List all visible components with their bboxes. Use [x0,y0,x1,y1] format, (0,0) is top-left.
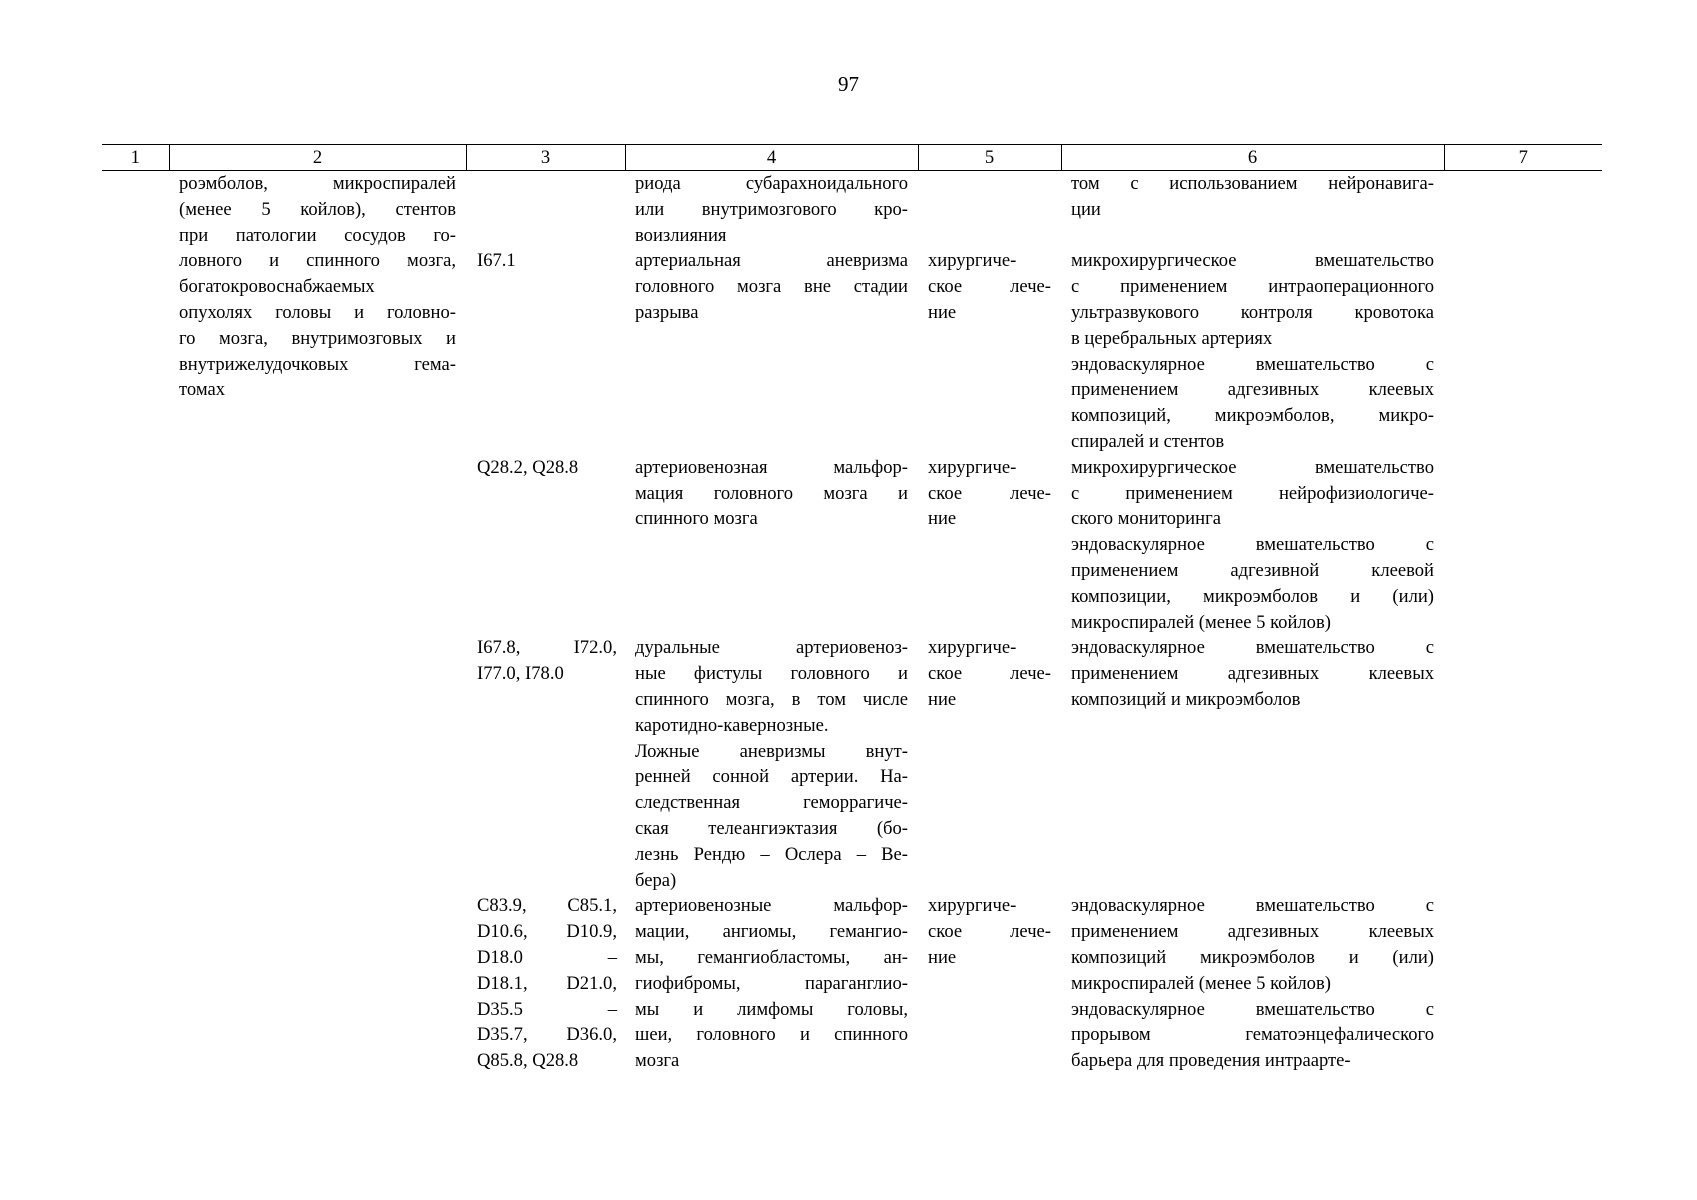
method-cell [1061,635,1444,893]
treatment-type-line: ние [928,946,957,968]
treatment-type-cell [918,893,1061,1074]
condition-cell [625,455,918,636]
column-header-4: 4 [625,145,918,171]
method-line: спиралей и стентов [1071,430,1225,452]
care-type-line: (менее 5 койлов), стентов [179,198,456,220]
care-type-line: при патологии сосудов го- [179,224,456,246]
care-type-line: богатокровоснабжаемых [179,276,375,298]
care-type-cell [169,171,466,1074]
column-header-1: 1 [102,145,169,171]
condition-line: Ложные аневризмы внут- [635,740,908,762]
treatment-type-cell [918,171,1061,249]
icd-code-line: D35.7, D36.0, [477,1024,617,1046]
column-header-6: 6 [1061,145,1444,171]
treatment-type-line: ние [928,508,957,530]
condition-line: артериовенозная мальфор- [635,456,908,478]
care-type-line: томах [179,379,226,401]
icd-codes-cell [466,455,625,636]
method-line: эндоваскулярное вмешательство с [1071,534,1434,556]
care-type-line: роэмболов, микроспиралей [179,173,456,194]
treatment-type-line: ние [928,301,957,323]
method-line: применением адгезивных клеевых [1071,663,1434,685]
method-line: микроспиралей (менее 5 койлов) [1071,972,1331,994]
method-paragraph [1071,893,1434,996]
treatment-type-line: хирургиче- [928,637,1017,659]
column-7-cell [1444,171,1602,1074]
treatment-type-line: ское лече- [928,276,1051,298]
method-paragraph [1071,997,1434,1074]
condition-line: шеи, головного и спинного [635,1024,908,1046]
method-line: ского мониторинга [1071,508,1221,530]
medical-care-table [102,144,1602,1074]
method-line: эндоваскулярное вмешательство с [1071,895,1434,917]
condition-line: бера) [635,869,677,891]
icd-codes-cell [466,893,625,1074]
condition-line: мы, гемангиобластомы, ан- [635,946,908,968]
method-line: композиции, микроэмболов и (или) [1071,585,1434,607]
method-line: том с использованием нейронавига- [1071,173,1434,194]
method-paragraph [1071,352,1434,455]
care-type-line: ловного и спинного мозга, [179,250,456,272]
method-paragraph [1071,248,1434,351]
condition-line: артериовенозные мальфор- [635,895,908,917]
method-line: эндоваскулярное вмешательство с [1071,637,1434,659]
condition-cell [625,893,918,1074]
icd-code-line: Q28.2, Q28.8 [477,456,579,478]
method-line: эндоваскулярное вмешательство с [1071,353,1434,375]
condition-cell [625,171,918,249]
condition-line: спинного мозга [635,508,758,530]
condition-cell [625,248,918,454]
method-line: микрохирургическое вмешательство [1071,456,1434,478]
method-cell [1061,455,1444,636]
method-line: прорывом гематоэнцефалического [1071,1024,1434,1046]
method-line: композиций микроэмболов и (или) [1071,946,1434,968]
condition-line: мации, ангиомы, гемангио- [635,921,908,943]
column-header-5: 5 [918,145,1061,171]
icd-code-line: D18.0 – [477,946,617,968]
condition-line: разрыва [635,301,699,323]
treatment-type-line: хирургиче- [928,456,1017,478]
column-1-cell [102,171,169,1074]
condition-line: артериальная аневризма [635,250,908,272]
table-row [102,171,1602,249]
icd-code-line: C83.9, C85.1, [477,895,617,917]
treatment-type-line: ское лече- [928,482,1051,504]
condition-line: мация головного мозга и [635,482,908,504]
icd-code-line: D35.5 – [477,998,617,1020]
method-paragraph [1071,635,1434,712]
icd-code-line: I67.8, I72.0, [477,637,617,659]
icd-code-line: D18.1, D21.0, [477,972,617,994]
icd-codes-cell [466,635,625,893]
method-line: композиций, микроэмболов, микро- [1071,405,1434,427]
condition-line: мы и лимфомы головы, [635,998,908,1020]
condition-line: дуральные артериовеноз- [635,637,908,659]
method-line: барьера для проведения интраарте- [1071,1050,1351,1072]
condition-line: каротидно-кавернозные. [635,714,829,736]
treatment-type-line: ние [928,688,957,710]
icd-codes-cell [466,171,625,249]
condition-line: гиофибромы, параганглио- [635,972,908,994]
method-line: в церебральных артериях [1071,327,1273,349]
condition-line: риода субарахноидального [635,173,908,194]
method-paragraph [1071,455,1434,532]
condition-cell [625,635,918,893]
method-cell [1061,171,1444,249]
care-type-line: опухолях головы и головно- [179,301,456,323]
care-type-line: внутрижелудочковых гема- [179,353,456,375]
method-line: ции [1071,198,1101,220]
condition-line: мозга [635,1050,680,1072]
column-header-2: 2 [169,145,466,171]
method-line: композиций и микроэмболов [1071,688,1301,710]
icd-code-line: Q85.8, Q28.8 [477,1050,579,1072]
column-header-3: 3 [466,145,625,171]
icd-code-line: I67.1 [477,250,516,272]
condition-line: лезнь Рендю – Ослера – Ве- [635,843,908,865]
condition-line: или внутримозгового кро- [635,198,908,220]
icd-codes-cell [466,248,625,454]
method-line: с применением интраоперационного [1071,276,1434,298]
treatment-type-line: ское лече- [928,921,1051,943]
method-line: микрохирургическое вмешательство [1071,250,1434,272]
condition-line: ные фистулы головного и [635,663,908,685]
column-header-7: 7 [1444,145,1602,171]
method-line: эндоваскулярное вмешательство с [1071,998,1434,1020]
condition-line: следственная геморрагиче- [635,792,908,814]
method-line: применением адгезивной клеевой [1071,559,1434,581]
method-line: микроспиралей (менее 5 койлов) [1071,611,1331,633]
condition-line: ренней сонной артерии. На- [635,766,908,788]
method-line: применением адгезивных клеевых [1071,921,1434,943]
method-paragraph [1071,532,1434,635]
method-line: с применением нейрофизиологиче- [1071,482,1434,504]
condition-line: ская телеангиэктазия (бо- [635,817,908,839]
icd-code-line: I77.0, I78.0 [477,663,564,685]
treatment-type-line: хирургиче- [928,895,1017,917]
method-cell [1061,893,1444,1074]
column-number-header-row [102,145,1602,171]
condition-line: спинного мозга, в том числе [635,688,908,710]
page-number: 97 [838,72,859,96]
method-paragraph [1071,171,1434,223]
treatment-type-cell [918,248,1061,454]
condition-line: воизлияния [635,224,727,246]
method-cell [1061,248,1444,454]
treatment-type-cell [918,455,1061,636]
icd-code-line: D10.6, D10.9, [477,921,617,943]
care-type-line: го мозга, внутримозговых и [179,327,456,349]
treatment-type-line: хирургиче- [928,250,1017,272]
method-line: применением адгезивных клеевых [1071,379,1434,401]
treatment-type-cell [918,635,1061,893]
condition-line: головного мозга вне стадии [635,276,908,298]
treatment-type-line: ское лече- [928,663,1051,685]
method-line: ультразвукового контроля кровотока [1071,301,1434,323]
